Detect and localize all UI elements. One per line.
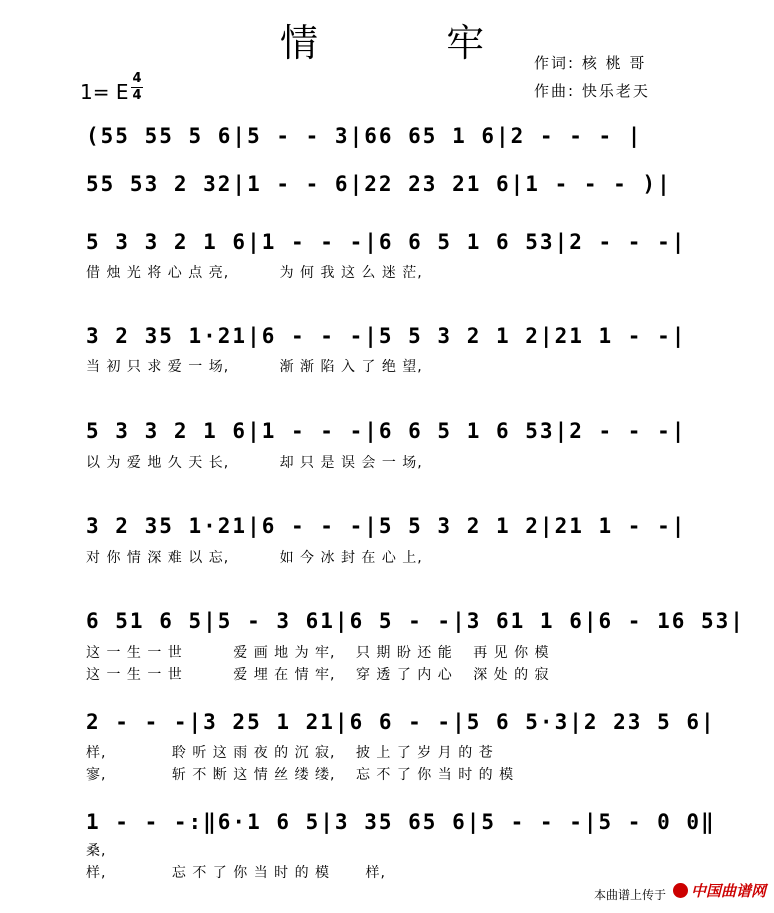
notation-row: 5 3 3 2 1 6|1 - - -|6 6 5 1 6 53|2 - - -| <box>86 230 687 254</box>
notation-row: (55 55 5 6|5 - - 3|66 65 1 6|2 - - - | <box>86 124 643 148</box>
key-signature: 1= E <box>80 80 129 104</box>
lyric-line: 当 初 只 求 爱 一 场, 渐 渐 陷 入 了 绝 望, <box>86 359 423 375</box>
notation-row: 3 2 35 1·21|6 - - -|5 5 3 2 1 2|21 1 - -| <box>86 514 687 538</box>
site-name: 中国曲谱网 <box>690 882 766 900</box>
lyric-line: 借 烛 光 将 心 点 亮, 为 何 我 这 么 迷 茫, <box>86 265 423 281</box>
notation-row: 6 51 6 5|5 - 3 61|6 5 - -|3 61 1 6|6 - 16 53| <box>86 609 745 633</box>
lyric-line: 以 为 爱 地 久 天 长, 却 只 是 误 会 一 场, <box>86 455 423 471</box>
lyricist-credit: 作词: 核 桃 哥 <box>534 54 647 72</box>
notation-row: 2 - - -|3 25 1 21|6 6 - -|5 6 5·3|2 23 5 6| <box>86 710 716 734</box>
time-signature-bottom: 4 <box>132 88 142 103</box>
site-logo[interactable] <box>673 880 766 901</box>
song-title: 情 牢 <box>280 21 543 65</box>
time-signature-top: 4 <box>132 71 142 86</box>
notation-row: 55 53 2 32|1 - - 6|22 23 21 6|1 - - - )| <box>86 172 672 196</box>
upload-note: 本曲谱上传于 <box>593 888 666 902</box>
lyric-line: 这 一 生 一 世 爱 埋 在 情 牢, 穿 透 了 内 心 深 处 的 寂 <box>86 667 550 683</box>
notation-row: 3 2 35 1·21|6 - - -|5 5 3 2 1 2|21 1 - -| <box>86 324 687 348</box>
lyric-line: 样, 聆 听 这 雨 夜 的 沉 寂, 披 上 了 岁 月 的 苍 <box>86 745 494 761</box>
lyric-line: 这 一 生 一 世 爱 画 地 为 牢, 只 期 盼 还 能 再 见 你 模 <box>86 645 550 661</box>
site-logo-icon <box>673 883 688 898</box>
lyric-line: 对 你 情 深 难 以 忘, 如 今 冰 封 在 心 上, <box>86 550 423 566</box>
notation-row: 5 3 3 2 1 6|1 - - -|6 6 5 1 6 53|2 - - -| <box>86 419 687 443</box>
lyric-line: 桑, <box>86 843 107 859</box>
time-signature <box>131 72 143 103</box>
notation-row: 1 - - -:‖6·1 6 5|3 35 65 6|5 - - -|5 - 0 0‖ <box>86 810 716 834</box>
lyric-line: 寥, 斩 不 断 这 情 丝 缕 缕, 忘 不 了 你 当 时 的 模 <box>86 767 515 783</box>
lyric-line: 样, 忘 不 了 你 当 时 的 模 样, <box>86 865 386 881</box>
composer-credit: 作曲: 快乐老天 <box>534 82 650 100</box>
